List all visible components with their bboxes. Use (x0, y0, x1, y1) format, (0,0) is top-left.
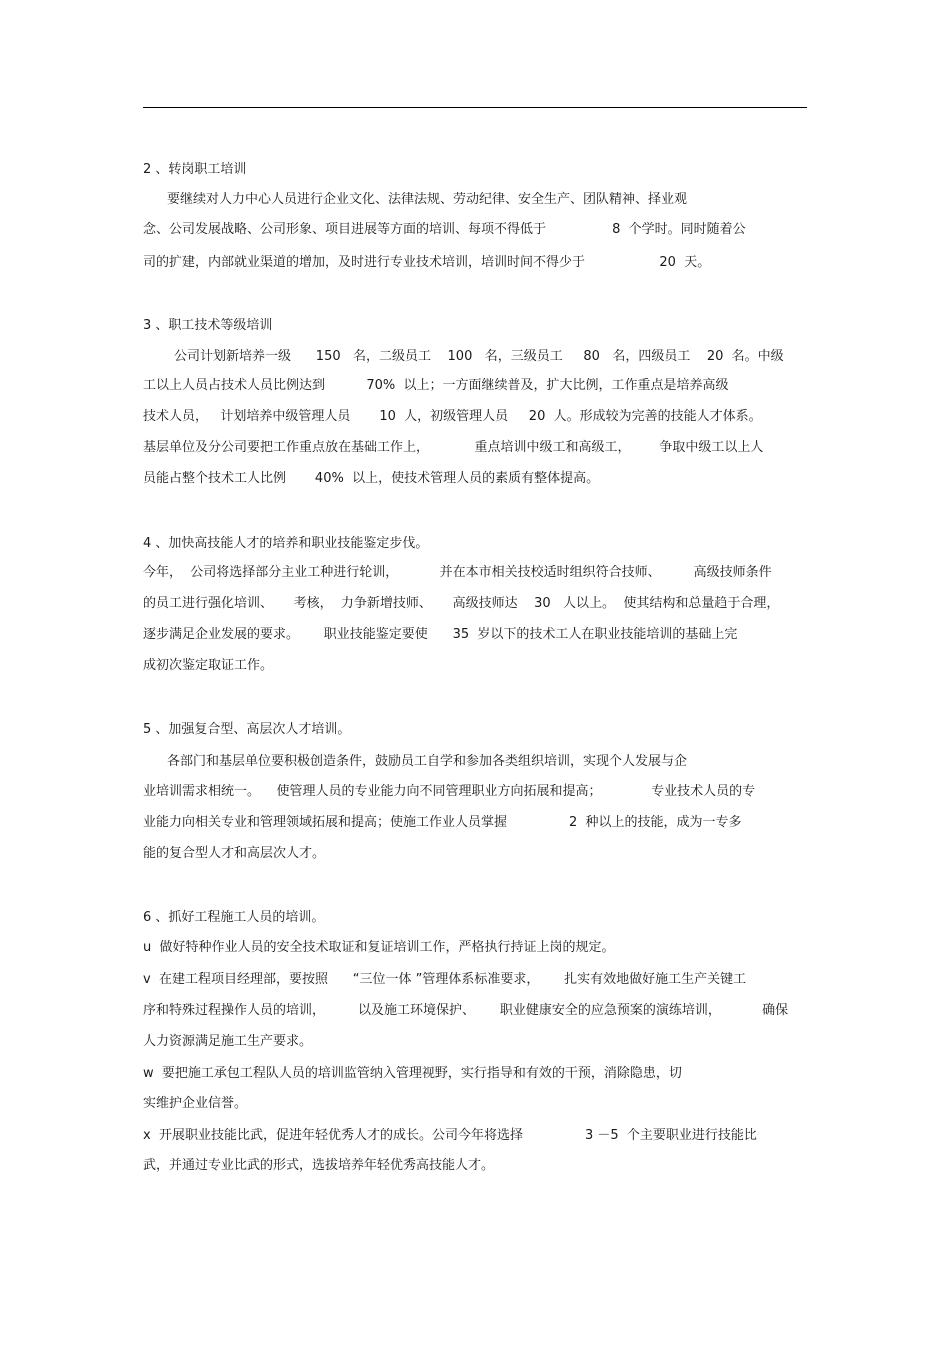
paragraph-line: 技术人员， 计划培养中级管理人员 10 人，初级管理人员 20 人。形成较为完善的技能人才体系。 (143, 409, 762, 424)
list-item: u 做好特种作业人员的安全技术取证和复证培训工作，严格执行持证上岗的规定。 (143, 940, 615, 955)
paragraph-line: 公司计划新培养一级 150 名，二级员工 100 名，三级员工 80 名，四级员工 20 名。中级 (174, 349, 784, 364)
paragraph-line: 逐步满足企业发展的要求。 职业技能鉴定要使 35 岁以下的技术工人在职业技能培训的基础上完 (143, 627, 738, 642)
paragraph-line: 人力资源满足施工生产要求。 (143, 1034, 313, 1049)
paragraph-line: 成初次鉴定取证工作。 (143, 658, 274, 673)
paragraph-line: 工以上人员占技术人员比例达到 70% 以上；一方面继续普及，扩大比例，工作重点是培养高级 (143, 378, 729, 393)
paragraph-line: 基层单位及分公司要把工作重点放在基础工作上， 重点培训中级工和高级工， 争取中级工以上人 (143, 440, 764, 455)
paragraph-line: 能的复合型人才和高层次人才。 (143, 846, 326, 861)
paragraph-line: 念、公司发展战略、公司形象、项目进展等方面的培训、每项不得低于 8 个学时。同时随着公 (143, 222, 746, 237)
paragraph-line: 实维护企业信誉。 (143, 1096, 248, 1111)
paragraph-line: 司的扩建，内部就业渠道的增加，及时进行专业技术培训，培训时间不得少于 20 天。 (143, 255, 711, 270)
paragraph-line: 序和特殊过程操作人员的培训， 以及施工环境保护、 职业健康安全的应急预案的演练培训， 确保 (143, 1003, 789, 1018)
paragraph-line: 员能占整个技术工人比例 40% 以上，使技术管理人员的素质有整体提高。 (143, 471, 600, 486)
section-4-heading: 4 、加快高技能人才的培养和职业技能鉴定步伐。 (143, 536, 429, 551)
list-item: w 要把施工承包工程队人员的培训监管纳入管理视野，实行指导和有效的干预，消除隐患，切 (143, 1066, 682, 1081)
paragraph-line: 今年， 公司将选择部分主业工种进行轮训， 并在本市相关技校适时组织符合技师、 高级技师条件 (143, 565, 772, 580)
paragraph-line: 业能力向相关专业和管理领域拓展和提高；使施工作业人员掌握 2 种以上的技能，成为一专多 (143, 815, 742, 830)
paragraph-line: 武，并通过专业比武的形式，选拔培养年轻优秀高技能人才。 (143, 1158, 495, 1173)
paragraph-line: 的员工进行强化培训、 考核， 力争新增技师、 高级技师达 30 人以上。 使其结构和总量趋于合理， (143, 596, 780, 611)
header-rule (143, 107, 807, 108)
paragraph-line: 各部门和基层单位要积极创造条件，鼓励员工自学和参加各类组织培训，实现个人发展与企 (167, 754, 688, 769)
list-item: v 在建工程项目经理部，要按照 “三位一体 ”管理体系标准要求， 扎实有效地做好施工生产关键工 (143, 972, 747, 987)
section-6-heading: 6 、抓好工程施工人员的培训。 (143, 910, 325, 925)
section-5-heading: 5 、加强复合型、高层次人才培训。 (143, 722, 351, 737)
list-item: x 开展职业技能比武，促进年轻优秀人才的成长。公司今年将选择 3 －5 个主要职业进行技能比 (143, 1128, 757, 1143)
section-2-heading: 2 、转岗职工培训 (143, 162, 247, 177)
paragraph-line: 业培训需求相统一。 使管理人员的专业能力向不同管理职业方向拓展和提高； 专业技术人员的专 (143, 784, 756, 799)
section-3-heading: 3 、职工技术等级培训 (143, 318, 273, 333)
paragraph-line: 要继续对人力中心人员进行企业文化、法律法规、劳动纪律、安全生产、团队精神、择业观 (167, 192, 688, 207)
